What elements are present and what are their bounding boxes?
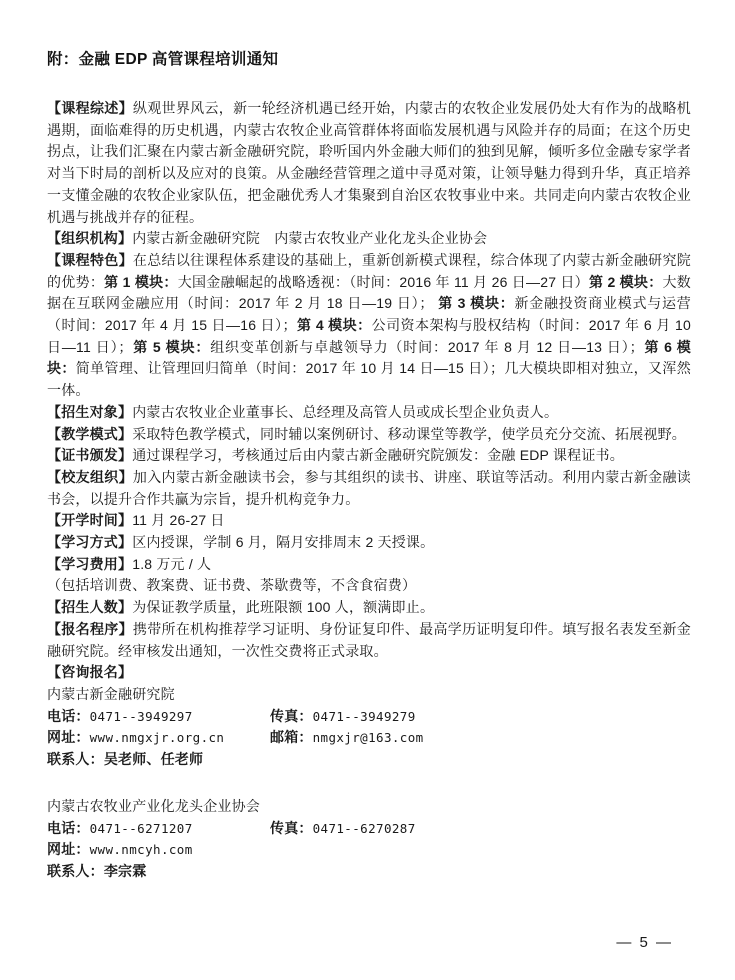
section-tuition [47, 554, 691, 576]
section-label: 【教学模式】 [47, 425, 133, 442]
document-content [47, 47, 691, 883]
section-label: 第 3 模块： [438, 295, 515, 312]
section-alumni-organization [47, 467, 691, 510]
section-text: 内蒙古新金融研究院 内蒙古农牧业产业化龙头企业协会 [132, 230, 488, 247]
web-label: 网址： [47, 729, 90, 746]
page-title: 附：金融 EDP 高管课程培训通知 [47, 51, 279, 68]
section-text: 新金融投资商业模式与运营（时间：2017 年 4 月 15 日—16 日）； [47, 295, 691, 334]
section-course-overview [47, 98, 691, 228]
section-text: 为保证教学质量，此班限额 100 人，额满即止。 [132, 599, 435, 616]
web-label: 网址： [47, 841, 90, 858]
phone-label: 电话： [47, 707, 90, 724]
section-text: 大国金融崛起的战略透视：（时间：2016 年 11 月 26 日—27 日） [177, 273, 589, 290]
section-label: 【课程特色】 [47, 251, 133, 268]
section-label: 第 5 模块： [132, 338, 211, 355]
phone-number: 0471--6271207 [89, 820, 193, 836]
contact-web-row [47, 839, 691, 861]
web-url: www.nmcyh.com [89, 842, 193, 858]
section-tuition-note [47, 575, 691, 597]
section-organizers [47, 228, 691, 250]
section-label: 【招生人数】 [47, 599, 133, 616]
section-text: 通过课程学习，考核通过后由内蒙古新金融研究院颁发：金融 EDP 课程证书。 [132, 447, 624, 464]
section-certificate [47, 445, 691, 467]
section-text: 公司资本架构与股权结构（时间：2017 年 6 月 10 日—11 日）； [47, 317, 692, 355]
section-label: 【招生对象】 [47, 403, 133, 420]
fax-label: 传真： [270, 819, 313, 836]
section-target-students [47, 402, 691, 424]
section-text: 采取特色教学模式，同时辅以案例研讨、移动课堂等教学，使学员充分交流、拓展视野。 [132, 425, 687, 442]
section-text: 携带所在机构推荐学习证明、身份证复印件、最高学历证明复印件。填写报名表发至新金融研究院。经审核发出通知，一次性交费将正式录取。 [47, 620, 691, 659]
section-label: 【学习方式】 [47, 534, 133, 551]
contact-person-row [47, 861, 691, 883]
section-text: （包括培训费、教案费、证书费、茶歇费等，不含食宿费） [47, 577, 417, 594]
section-label: 【咨询报名】 [47, 664, 133, 681]
section-text: 组织变革创新与卓越领导力（时间：2017 年 8 月 12 日—13 日）； [210, 338, 644, 355]
fax-number: 0471--3949279 [312, 708, 416, 724]
section-label: 【学习费用】 [47, 555, 133, 572]
contact-block-institute [47, 684, 691, 771]
section-label: 【开学时间】 [47, 512, 133, 529]
fax-cell [270, 820, 416, 836]
web-url: www.nmgxjr.org.cn [89, 730, 225, 746]
contact-phone-fax-row [47, 706, 691, 728]
contact-org-name: 内蒙古新金融研究院 [47, 685, 175, 702]
person-name: 李宗霖 [103, 862, 147, 879]
section-teaching-mode [47, 424, 691, 446]
person-label: 联系人： [47, 751, 104, 768]
section-text: 大数据在互联网金融应用（时间：2017 年 2 月 18 日—19 日）； [47, 273, 691, 312]
contact-person-row [47, 749, 691, 771]
email-address: nmgxjr@163.com [312, 730, 424, 746]
person-name: 吴老师、任老师 [103, 751, 204, 768]
section-label: 【报名程序】 [47, 620, 133, 637]
email-cell [270, 729, 424, 745]
section-text: 纵观世界风云，新一轮经济机遇已经开始，内蒙古的农牧企业发展仍处大有作为的战略机遇期，面临难得的历史机遇，内蒙古农牧企业高管群体将面临发展机遇与风险并存的局面；在这个历史拐点，让我们汇聚在内蒙古新金融研究院，聆听国内外金融大师们的独到见解，倾听多位金融专家学者对当下时局的剖析以及应对的良策。从金融经营管理之道中寻觅对策，让领导魅力得到升华，真正培养一支懂金融的农牧企业家队伍，把金融优秀人才集聚到自治区农牧事业中来。共同走向内蒙古农牧企业机遇与挑战并存的征程。 [47, 100, 691, 225]
fax-cell [270, 708, 416, 724]
page-number: — 5 — [616, 934, 673, 951]
phone-cell [47, 706, 270, 728]
section-label: 【课程综述】 [47, 100, 133, 116]
contact-phone-fax-row [47, 818, 691, 840]
phone-number: 0471--3949297 [89, 708, 193, 724]
section-text: 简单管理、让管理回归简单（时间：2017 年 10 月 14 日—15 日）；几大模块即相对独立，又浑然一体。 [47, 360, 691, 399]
section-text: 1.8 万元 / 人 [132, 555, 212, 572]
web-cell [47, 727, 270, 749]
section-label: 第 4 模块： [296, 317, 372, 334]
section-text: 内蒙古农牧业企业董事长、总经理及高管人员或成长型企业负责人。 [132, 403, 559, 420]
section-application-procedure [47, 619, 691, 662]
section-label: 第 1 模块： [104, 273, 178, 290]
section-enrollment-quota [47, 597, 691, 619]
fax-label: 传真： [270, 707, 313, 724]
section-text: 11 月 26-27 日 [132, 512, 225, 529]
phone-label: 电话： [47, 819, 90, 836]
section-text: 区内授课，学制 6 月，隔月安排周末 2 天授课。 [132, 534, 435, 551]
section-text: 加入内蒙古新金融读书会，参与其组织的读书、讲座、联谊等活动。利用内蒙古新金融读书会，以提升合作共赢为宗旨，提升机构竞争力。 [47, 468, 691, 507]
person-label: 联系人： [47, 862, 104, 879]
section-label: 【证书颁发】 [47, 447, 133, 464]
section-consultation-heading [47, 662, 691, 684]
section-label: 【组织机构】 [47, 230, 133, 247]
contact-web-email-row [47, 727, 691, 749]
contact-block-association [47, 796, 691, 883]
body-sections [47, 98, 691, 684]
section-label: 【校友组织】 [47, 468, 133, 485]
section-label: 第 2 模块： [588, 273, 663, 290]
fax-number: 0471--6270287 [312, 820, 416, 836]
section-study-mode [47, 532, 691, 554]
contact-org-name: 内蒙古农牧业产业化龙头企业协会 [47, 797, 260, 814]
phone-cell [47, 818, 270, 840]
section-label: 第 6 模块： [47, 338, 692, 377]
section-text: 在总结以往课程体系建设的基础上，重新创新模式课程，综合体现了内蒙古新金融研究院的优势： [47, 251, 691, 290]
section-course-features [47, 250, 691, 402]
section-start-date [47, 510, 691, 532]
email-label: 邮箱： [270, 729, 313, 746]
